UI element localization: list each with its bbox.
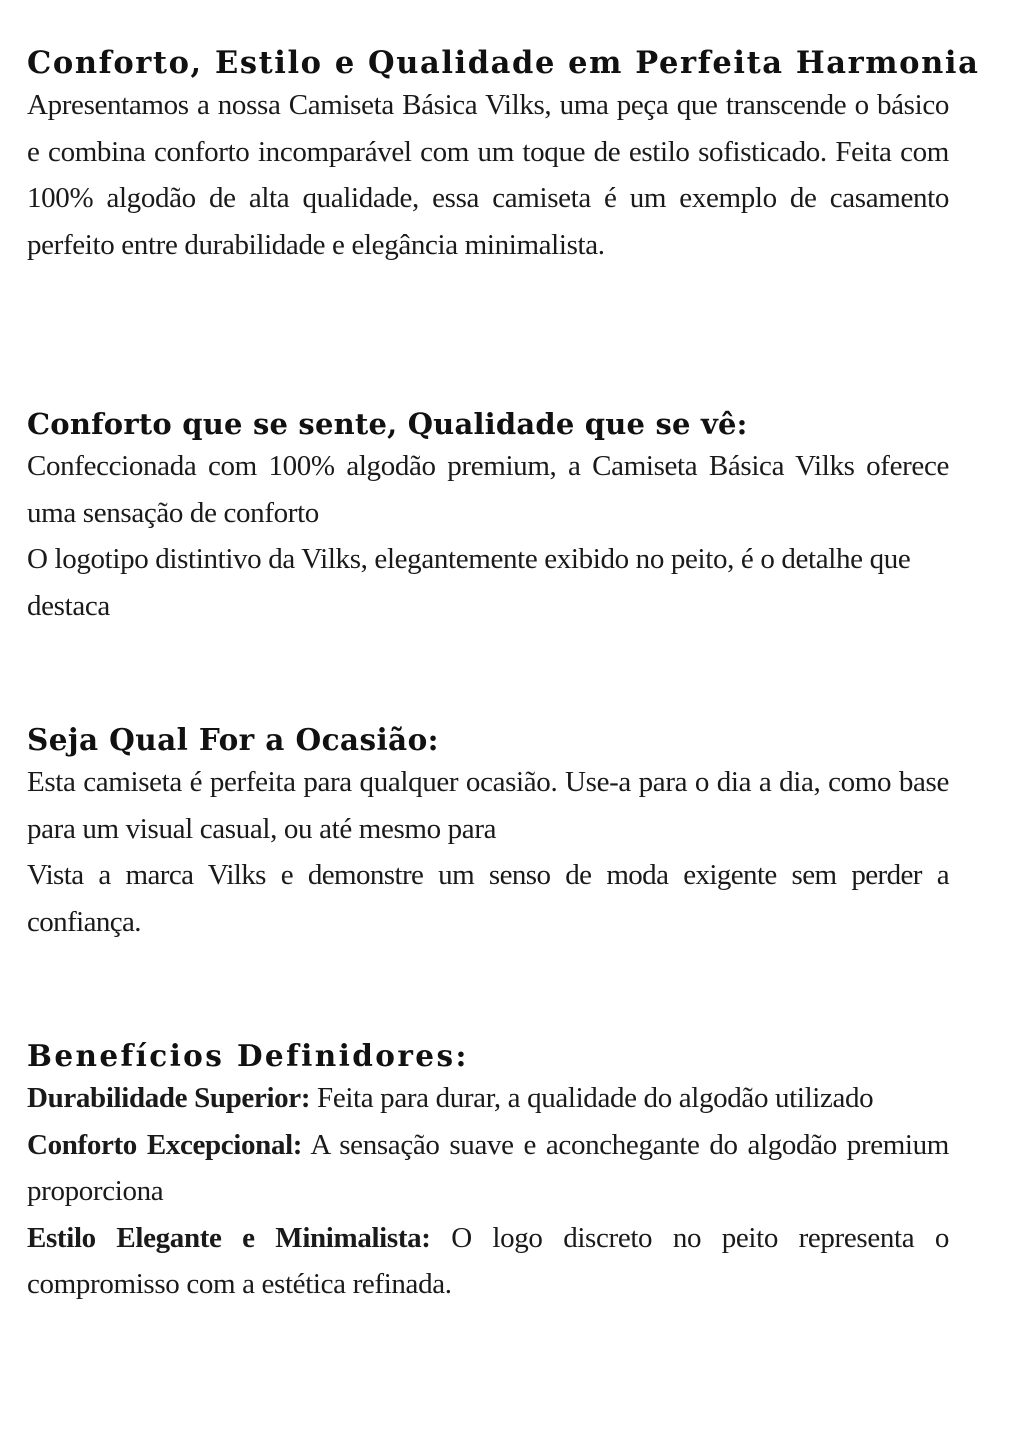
benefit-item bbox=[27, 1215, 949, 1308]
section-comfort-quality-title: Conforto que se sente, Qualidade que se vê: bbox=[27, 407, 748, 441]
benefit-item-label: Durabilidade Superior: bbox=[27, 1082, 311, 1114]
section-occasion bbox=[27, 721, 949, 945]
benefit-item-text: Feita para durar, a qualidade do algodão utilizado bbox=[310, 1082, 874, 1114]
section-intro-title: Conforto, Estilo e Qualidade em Perfeita Harmonia bbox=[27, 45, 980, 81]
benefit-item bbox=[27, 1075, 949, 1122]
benefit-item bbox=[27, 1122, 949, 1215]
section-comfort-quality-paragraph-2: O logotipo distintivo da Vilks, elegantemente exibido no peito, é o detalhe que destaca bbox=[27, 543, 911, 622]
benefit-item-text: A sensação suave e aconchegante do algodão premium proporciona bbox=[27, 1128, 949, 1207]
section-benefits-title: Benefícios Definidores: bbox=[27, 1038, 469, 1073]
benefit-item-text: O logo discreto no peito representa o compromisso com a estética refinada. bbox=[27, 1221, 949, 1300]
benefit-item-label: Estilo Elegante e Minimalista: bbox=[27, 1221, 431, 1254]
section-intro-body: Apresentamos a nossa Camiseta Básica Vilks, uma peça que transcende o básico e combina conforto incomparável com um toque de estilo sofisticado. Feita com 100% algodão de alta qualidade, essa camiseta é um exemplo de casamento perfeito entre durabilidade e elegância minimalista. bbox=[27, 89, 949, 261]
section-comfort-quality bbox=[27, 405, 949, 629]
benefit-item-label: Conforto Excepcional: bbox=[27, 1128, 303, 1161]
section-occasion-paragraph-1: Esta camiseta é perfeita para qualquer ocasião. Use-a para o dia a dia, como base para um visual casual, ou até mesmo para bbox=[27, 766, 949, 845]
section-occasion-title: Seja Qual For a Ocasião: bbox=[27, 722, 439, 757]
section-intro bbox=[27, 44, 980, 268]
section-benefits bbox=[27, 1037, 949, 1308]
section-comfort-quality-paragraph-1: Confeccionada com 100% algodão premium, a Camiseta Básica Vilks oferece uma sensação de conforto bbox=[27, 450, 949, 529]
section-occasion-paragraph-2: Vista a marca Vilks e demonstre um senso de moda exigente sem perder a confiança. bbox=[27, 859, 949, 938]
